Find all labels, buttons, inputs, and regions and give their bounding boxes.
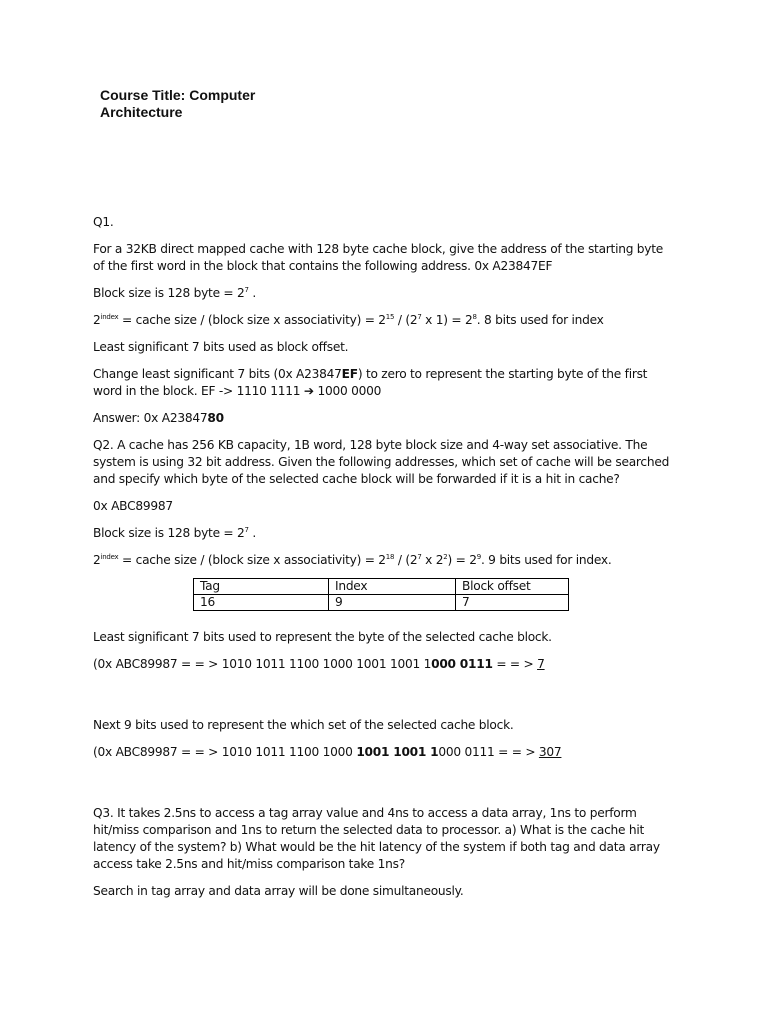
q1-answer: Answer: 0x A2384780 <box>93 411 224 425</box>
table-cell: 16 <box>194 595 329 611</box>
q1-heading: Q1. <box>93 215 114 229</box>
q2-binary-index: (0x ABC89987 = = > 1010 1011 1100 1000 1001 1001 1000 0111 = = > 307 <box>93 745 562 759</box>
q1-lsb: Least significant 7 bits used as block offset. <box>93 340 349 354</box>
table-header-row <box>194 579 569 595</box>
q3-question: Q3. It takes 2.5ns to access a tag array value and 4ns to access a data array, 1ns to perform hit/miss comparison and 1ns to return the selected data to processor. a) What is the cache hit latency of the system? b) What would be the hit latency of the system if both tag and data array access take 2.5ns and hit/miss comparison take 1ns? <box>93 806 660 871</box>
q1-change: Change least significant 7 bits (0x A23847EF) to zero to represent the starting byte of the first word in the block. EF -> 1110 1111 ➔ 1000 0000 <box>93 367 648 398</box>
q2-question: Q2. A cache has 256 KB capacity, 1B word, 128 byte block size and 4-way set associative. The system is using 32 bit address. Given the following addresses, which set of cache will be searched and specify which byte of the selected cache block will be forwarded if it is a hit in cache? <box>93 438 670 486</box>
q2-address: 0x ABC89987 <box>93 499 173 513</box>
q2-index-formula: $2^{index}$ = cache size / (block size x associativity) = $2^{18} / (2^7$ x $2^2) = 2^9$. 9 bits used for index. <box>93 552 612 567</box>
q2-lsb-text: Least significant 7 bits used to represent the byte of the selected cache block. <box>93 630 552 644</box>
table-header-cell: Tag <box>194 579 329 595</box>
course-title-line2: Architecture <box>100 104 183 120</box>
q1-question: For a 32KB direct mapped cache with 128 byte cache block, give the address of the starting byte of the first word in the block that contains the following address. 0x A23847EF <box>93 242 664 273</box>
q1-index-formula: $2^{index}$ = cache size / (block size x associativity) = $2^{15} / (2^7$ x $1) = 2^8$. 8 bits used for index <box>93 312 604 327</box>
q2-binary-offset: (0x ABC89987 = = > 1010 1011 1100 1000 1001 1001 1000 0111 = = > 7 <box>93 657 545 671</box>
document-body <box>93 214 673 900</box>
table-cell: 7 <box>456 595 569 611</box>
table-header-cell: Block offset <box>456 579 569 595</box>
q1-block-size: Block size is 128 byte = $2^7$ . <box>93 285 256 300</box>
table-cell: 9 <box>329 595 456 611</box>
q2-next-text: Next 9 bits used to represent the which set of the selected cache block. <box>93 718 514 732</box>
table-header-cell: Index <box>329 579 456 595</box>
table-row <box>194 595 569 611</box>
course-title <box>100 87 360 121</box>
course-title-line1: Course Title: Computer <box>100 87 256 103</box>
q3-search: Search in tag array and data array will be done simultaneously. <box>93 884 464 898</box>
q2-block-size: Block size is 128 byte = $2^7$ . <box>93 525 256 540</box>
arrow-right-icon: ➔ <box>303 384 314 398</box>
address-breakdown-table <box>193 578 569 611</box>
